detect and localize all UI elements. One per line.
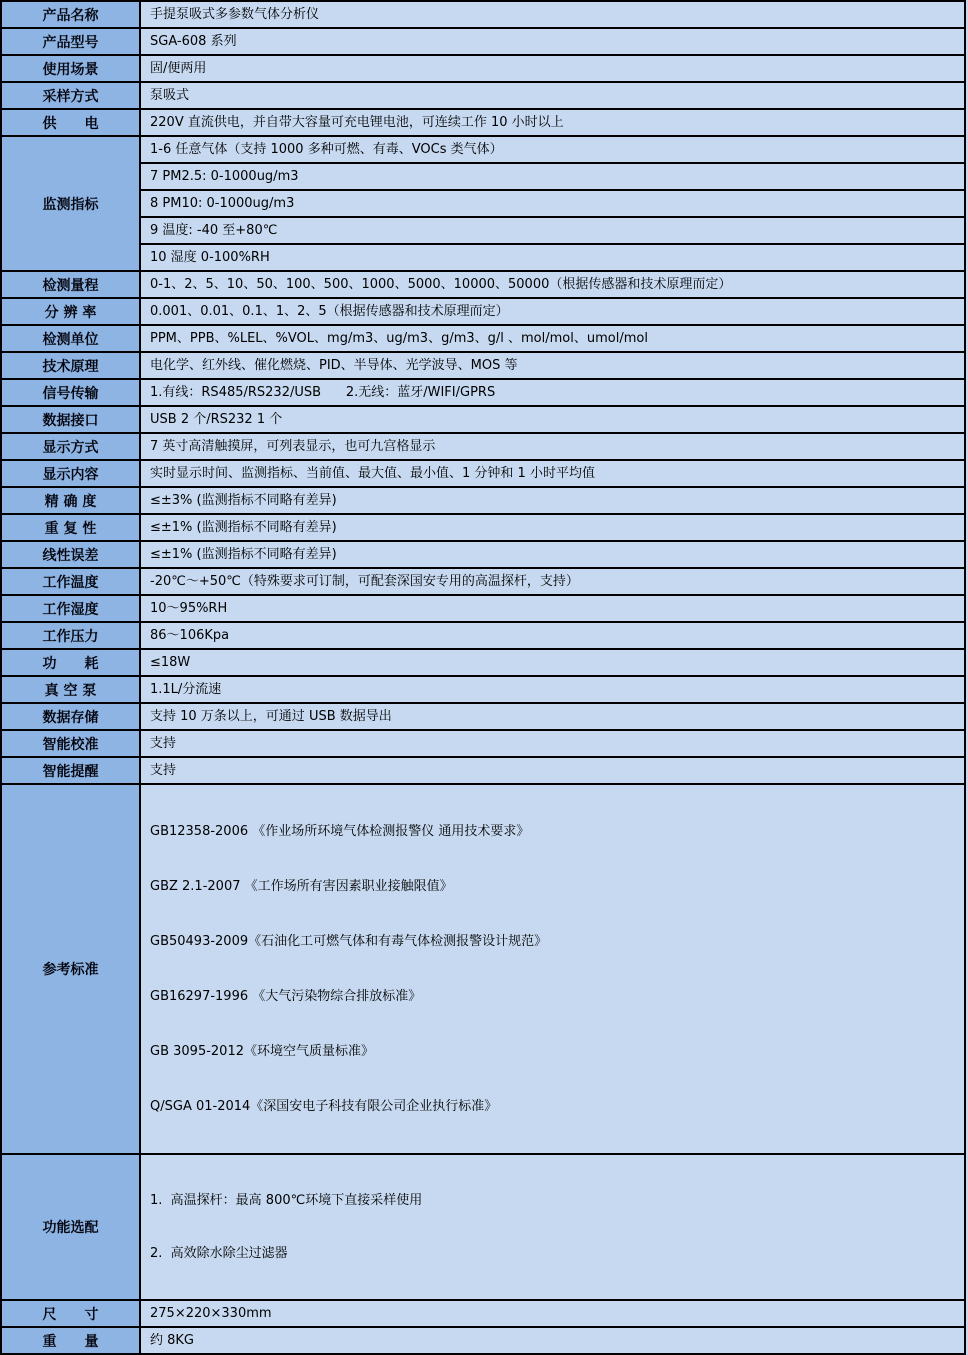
spec-row-indicators-3: [1, 190, 965, 217]
standard-line: GB 3095-2012《环境空气质量标准》: [150, 1044, 374, 1059]
spec-label: 技术原理: [1, 352, 140, 379]
spec-label: 分 辨 率: [1, 298, 140, 325]
spec-value: 1.有线：RS485/RS232/USB 2.无线：蓝牙/WIFI/GPRS: [140, 379, 965, 406]
spec-value: 10～95%RH: [140, 595, 965, 622]
spec-value: [140, 1154, 965, 1300]
standard-line: GBZ 2.1-2007 《工作场所有害因素职业接触限值》: [150, 879, 453, 894]
spec-value: ≤±3% (监测指标不同略有差异): [140, 487, 965, 514]
spec-label: 智能校准: [1, 730, 140, 757]
spec-row-indicators-5: [1, 244, 965, 271]
spec-value: 86～106Kpa: [140, 622, 965, 649]
spec-label: 数据接口: [1, 406, 140, 433]
spec-row-principle: [1, 352, 965, 379]
spec-row-data-storage: [1, 703, 965, 730]
spec-label: 检测单位: [1, 325, 140, 352]
spec-value: 1.1L/分流速: [140, 676, 965, 703]
spec-value: 1-6 任意气体（支持 1000 多种可燃、有毒、VOCs 类气体）: [140, 136, 965, 163]
spec-value: 0.001、0.01、0.1、1、2、5（根据传感器和技术原理而定）: [140, 298, 965, 325]
spec-row-display-content: [1, 460, 965, 487]
spec-value: PPM、PPB、%LEL、%VOL、mg/m3、ug/m3、g/m3、g/l 、mol/mol、umol/mol: [140, 325, 965, 352]
spec-value: 固/便两用: [140, 55, 965, 82]
spec-label: 工作压力: [1, 622, 140, 649]
spec-label: 使用场景: [1, 55, 140, 82]
spec-value: 220V 直流供电，并自带大容量可充电锂电池，可连续工作 10 小时以上: [140, 109, 965, 136]
spec-row-smart-calibration: [1, 730, 965, 757]
spec-row-resolution: [1, 298, 965, 325]
spec-row-work-pressure: [1, 622, 965, 649]
spec-label: 线性误差: [1, 541, 140, 568]
spec-label: 产品名称: [1, 1, 140, 28]
spec-value: 支持 10 万条以上，可通过 USB 数据导出: [140, 703, 965, 730]
spec-row-linearity: [1, 541, 965, 568]
spec-value: ≤±1% (监测指标不同略有差异): [140, 541, 965, 568]
spec-row-range: [1, 271, 965, 298]
spec-label: 尺 寸: [1, 1300, 140, 1327]
spec-value: ≤18W: [140, 649, 965, 676]
spec-value: 275×220×330mm: [140, 1300, 965, 1327]
spec-row-units: [1, 325, 965, 352]
spec-value: 0-1、2、5、10、50、100、500、1000、5000、10000、50000（根据传感器和技术原理而定）: [140, 271, 965, 298]
spec-label: 真 空 泵: [1, 676, 140, 703]
spec-value: ≤±1% (监测指标不同略有差异): [140, 514, 965, 541]
spec-label: 产品型号: [1, 28, 140, 55]
spec-label: 工作湿度: [1, 595, 140, 622]
spec-row-data-interface: [1, 406, 965, 433]
spec-row-reference-standards: [1, 784, 965, 1154]
spec-label-indicators: 监测指标: [1, 136, 140, 271]
spec-value: SGA-608 系列: [140, 28, 965, 55]
spec-value: 手提泵吸式多参数气体分析仪: [140, 1, 965, 28]
spec-label: 工作温度: [1, 568, 140, 595]
spec-value: 10 湿度 0-100%RH: [140, 244, 965, 271]
spec-label: 功 耗: [1, 649, 140, 676]
spec-row-indicators-2: [1, 163, 965, 190]
spec-label: 参考标准: [1, 784, 140, 1154]
spec-row-dimensions: [1, 1300, 965, 1327]
spec-row-weight: [1, 1327, 965, 1354]
spec-row-accuracy: [1, 487, 965, 514]
spec-label: 检测量程: [1, 271, 140, 298]
spec-label: 供 电: [1, 109, 140, 136]
spec-value: 8 PM10: 0-1000ug/m3: [140, 190, 965, 217]
spec-label: 采样方式: [1, 82, 140, 109]
spec-row-power-consumption: [1, 649, 965, 676]
spec-row-indicators-1: [1, 136, 965, 163]
spec-label: 显示内容: [1, 460, 140, 487]
spec-value: 7 PM2.5: 0-1000ug/m3: [140, 163, 965, 190]
spec-row-product-name: [1, 1, 965, 28]
spec-value: 支持: [140, 730, 965, 757]
spec-row-usage-scene: [1, 55, 965, 82]
spec-label: 智能提醒: [1, 757, 140, 784]
spec-label: 数据存储: [1, 703, 140, 730]
spec-row-work-humidity: [1, 595, 965, 622]
standard-line: GB12358-2006 《作业场所环境气体检测报警仪 通用技术要求》: [150, 824, 530, 839]
spec-row-vacuum-pump: [1, 676, 965, 703]
spec-value: [140, 784, 965, 1154]
spec-row-work-temp: [1, 568, 965, 595]
spec-label: 精 确 度: [1, 487, 140, 514]
spec-value: 实时显示时间、监测指标、当前值、最大值、最小值、1 分钟和 1 小时平均值: [140, 460, 965, 487]
spec-row-optional-features: [1, 1154, 965, 1300]
spec-label: 功能选配: [1, 1154, 140, 1300]
spec-value: 电化学、红外线、催化燃烧、PID、半导体、光学波导、MOS 等: [140, 352, 965, 379]
spec-row-signal: [1, 379, 965, 406]
spec-value: 支持: [140, 757, 965, 784]
spec-value: USB 2 个/RS232 1 个: [140, 406, 965, 433]
spec-label: 重 量: [1, 1327, 140, 1354]
spec-row-power: [1, 109, 965, 136]
spec-label: 重 复 性: [1, 514, 140, 541]
spec-value: 7 英寸高清触摸屏，可列表显示，也可九宫格显示: [140, 433, 965, 460]
option-line: 2. 高效除水除尘过滤器: [150, 1246, 288, 1261]
spec-row-repeatability: [1, 514, 965, 541]
spec-label: 显示方式: [1, 433, 140, 460]
spec-row-display-mode: [1, 433, 965, 460]
spec-value: 约 8KG: [140, 1327, 965, 1354]
spec-value: -20℃～+50℃（特殊要求可订制，可配套深国安专用的高温探杆，支持）: [140, 568, 965, 595]
standard-line: GB50493-2009《石油化工可燃气体和有毒气体检测报警设计规范》: [150, 934, 548, 949]
spec-row-sampling: [1, 82, 965, 109]
standard-line: GB16297-1996 《大气污染物综合排放标准》: [150, 989, 422, 1004]
spec-value: 泵吸式: [140, 82, 965, 109]
option-line: 1. 高温探杆：最高 800℃环境下直接采样使用: [150, 1193, 423, 1208]
spec-row-model: [1, 28, 965, 55]
spec-row-indicators-4: [1, 217, 965, 244]
standard-line: Q/SGA 01-2014《深国安电子科技有限公司企业执行标准》: [150, 1099, 498, 1114]
spec-label: 信号传输: [1, 379, 140, 406]
spec-value: 9 温度: -40 至+80℃: [140, 217, 965, 244]
spec-row-smart-reminder: [1, 757, 965, 784]
